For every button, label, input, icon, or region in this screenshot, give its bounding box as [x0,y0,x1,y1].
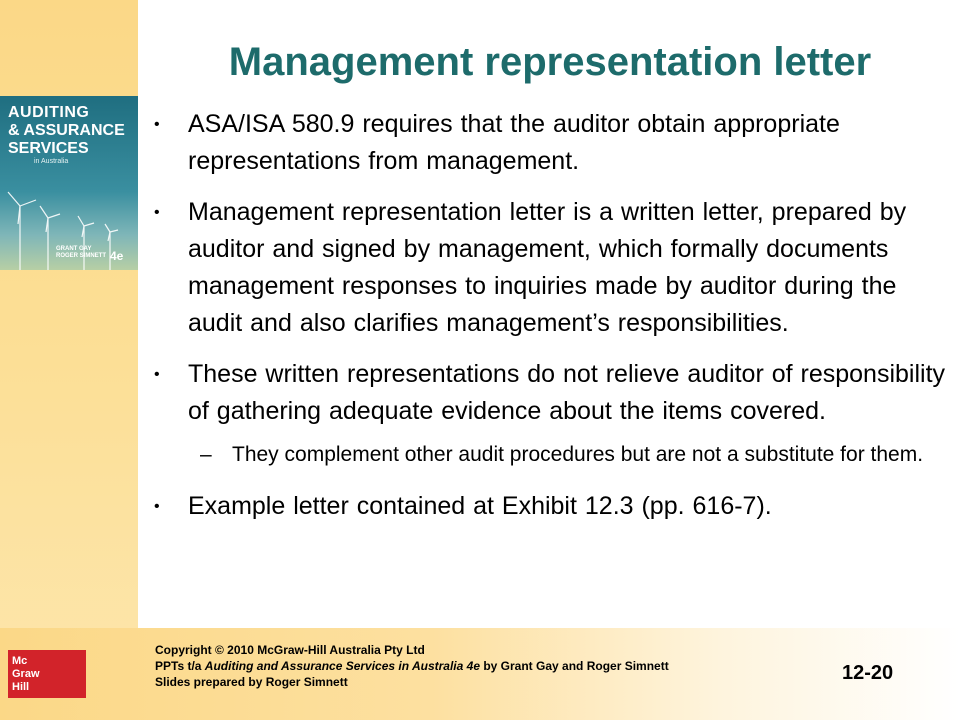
bullet-item [150,194,950,342]
cover-authors [56,246,106,260]
cover-title-line2: & ASSURANCE [8,122,125,139]
bullet-text: Example letter contained at Exhibit 12.3 (pp. 616-7). [188,492,772,520]
slide-title: Management representation letter [228,40,872,84]
cover-author-1: GRANT GAY [56,246,92,252]
bullet-marker: • [154,204,160,221]
footer-book-title: Auditing and Assurance Services in Australia 4e [204,659,480,673]
cover-subtitle: in Australia [34,158,69,165]
bullet-item [150,488,950,525]
sub-bullet-text: They complement other audit procedures but are not a substitute for them. [232,443,924,466]
bullet-text: ASA/ISA 580.9 requires that the auditor obtain appropriate representations from management. [188,110,840,175]
cover-title-line3: SERVICES [8,140,89,157]
cover-edition: 4e [110,249,124,263]
logo-line3: Hill [12,681,30,693]
logo-line2: Graw [12,668,40,680]
bullet-marker: • [154,116,160,133]
footer-credits [155,642,669,690]
footer-ppt-prefix: PPTs t/a [155,659,205,673]
bullet-marker: • [154,498,160,515]
sub-bullet-item [150,440,950,470]
footer-ppt-credit [155,658,669,674]
bullet-item [150,356,950,430]
footer-slides-prepared: Slides prepared by Roger Simnett [155,675,348,689]
bullet-text: Management representation letter is a written letter, prepared by auditor and signed by management, which formally documents management responses to inquiries made by auditor during the audit and also clarifies management’s responsibilities. [188,198,907,337]
mcgraw-hill-logo [8,650,86,698]
cover-title-line1: AUDITING [8,104,90,121]
footer-copyright: Copyright © 2010 McGraw-Hill Australia Pty Ltd [155,643,425,657]
sub-bullet-marker: – [200,443,212,466]
logo-line1: Mc [12,655,28,667]
bullet-list [150,106,950,539]
cover-author-2: ROGER SIMNETT [56,253,107,259]
bullet-item [150,106,950,180]
bullet-text: These written representations do not relieve auditor of responsibility of gathering adequate evidence about the items covered. [188,360,946,425]
footer-ppt-suffix: by Grant Gay and Roger Simnett [480,659,669,673]
book-cover-image [0,96,138,270]
slide-number: 12-20 [842,662,894,684]
bullet-marker: • [154,366,160,383]
